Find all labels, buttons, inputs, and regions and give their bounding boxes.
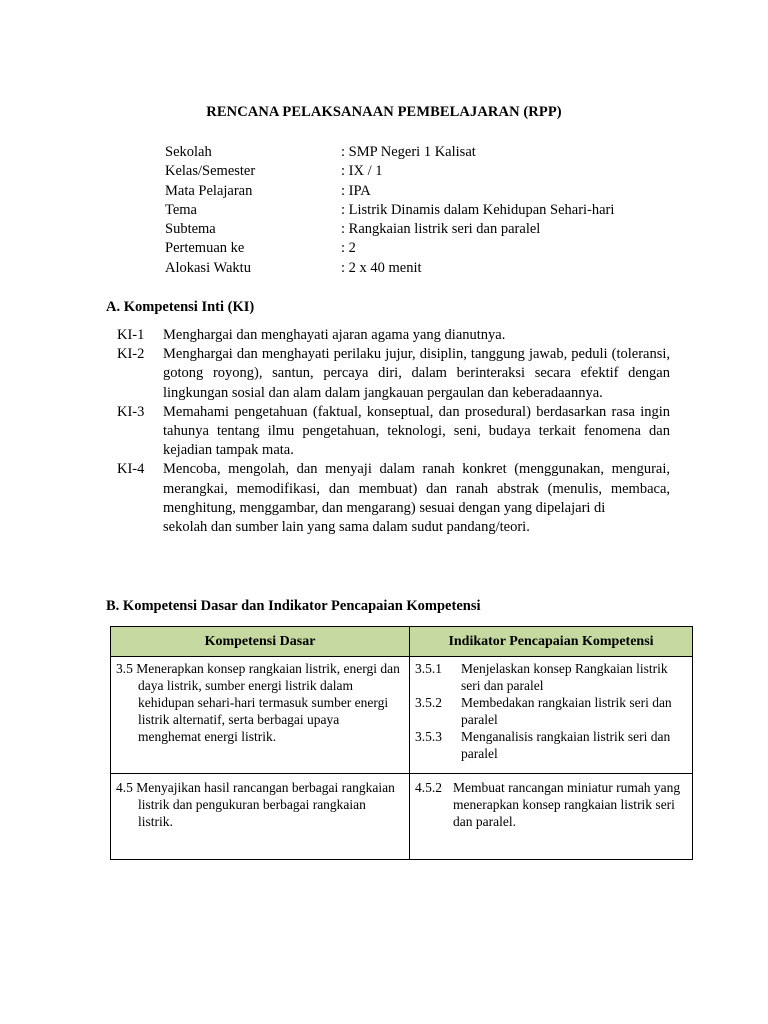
ki-text: Menghargai dan menghayati perilaku jujur, disiplin, tanggung jawab, peduli (toleransi, gotong royong), santun, percaya diri, dalam berinteraksi secara efektif dengan lingkungan sosial dan alam dalam jangkauan pergaulan dan keberadaannya. [163, 346, 670, 401]
ki-code: KI-4 [117, 461, 145, 478]
document-title: RENCANA PELAKSANAAN PEMBELAJARAN (RPP) [206, 104, 562, 120]
kd-text: 4.5 Menyajikan hasil rancangan berbagai rangkaian listrik dan pengukuran berbagai rangkaian listrik. [116, 780, 395, 829]
info-row-mapel [165, 182, 614, 201]
section-a-heading: A. Kompetensi Inti (KI) [106, 299, 255, 315]
header-kompetensi-dasar: Kompetensi Dasar [111, 627, 410, 657]
indicator-text: Menjelaskan konsep Rangkaian listrik seri dan paralel [461, 661, 668, 693]
indicator-number: 3.5.2 [415, 695, 442, 710]
indicator-cell [410, 774, 693, 860]
ki-text: Memahami pengetahuan (faktual, konseptual, dan prosedural) berdasarkan rasa ingin tahunya tentang ilmu pengetahuan, teknologi, seni, budaya terkait fenomena dan kejadian tampak mata. [163, 403, 670, 459]
competency-table [110, 626, 693, 860]
ki-item [117, 403, 670, 461]
ki-code: KI-2 [117, 346, 145, 363]
info-row-tema [165, 201, 614, 220]
info-value: : IX / 1 [341, 163, 383, 180]
info-label: Sekolah [165, 144, 212, 160]
ki-item [117, 460, 670, 518]
info-label: Kelas/Semester [165, 163, 256, 180]
info-value: : SMP Negeri 1 Kalisat [341, 144, 476, 160]
kd-cell [111, 657, 410, 774]
info-row-subtema [165, 220, 614, 239]
ki-code: KI-1 [117, 327, 145, 343]
info-value: : Listrik Dinamis dalam Kehidupan Sehari-hari [341, 201, 615, 218]
ki-item [117, 326, 670, 345]
table-header-row [111, 627, 693, 657]
indicator-cell [410, 657, 693, 774]
indicator-text: Menganalisis rangkaian listrik seri dan paralel [461, 729, 671, 761]
header-indikator: Indikator Pencapaian Kompetensi [410, 627, 693, 657]
ki-text: Mencoba, mengolah, dan menyaji dalam ranah konkret (menggunakan, mengurai, merangkai, memodifikasi, dan membuat) dan ranah abstrak (menulis, membaca, menghitung, menggambar, dan mengarang) sesuai dengan yang dipelajari di [163, 461, 670, 516]
info-value: : 2 x 40 menit [341, 259, 422, 276]
indicator-text: Membedakan rangkaian listrik seri dan paralel [461, 695, 672, 727]
info-value: : 2 [341, 240, 356, 257]
ki-list [117, 326, 670, 537]
info-value: : IPA [341, 182, 371, 199]
info-label: Subtema [165, 221, 216, 238]
table-row [111, 657, 693, 774]
info-label: Mata Pelajaran [165, 182, 253, 199]
indicator-item [415, 728, 687, 762]
table-row [111, 774, 693, 860]
indicator-item [415, 660, 687, 694]
kd-cell [111, 774, 410, 860]
section-b-heading: B. Kompetensi Dasar dan Indikator Pencapaian Kompetensi [106, 598, 481, 614]
info-label: Alokasi Waktu [165, 259, 251, 276]
info-label: Pertemuan ke [165, 240, 245, 257]
kd-text: 3.5 Menerapkan konsep rangkaian listrik, energi dan daya listrik, sumber energi listrik dalam kehidupan sehari-hari termasuk sumber energi listrik alternatif, serta berbagai upaya menghemat energi listrik. [116, 661, 400, 744]
ki-item [117, 345, 670, 403]
info-label: Tema [165, 201, 197, 218]
info-row-pertemuan [165, 239, 614, 258]
indicator-number: 3.5.1 [415, 661, 442, 676]
ki-text: Menghargai dan menghayati ajaran agama yang dianutnya. [163, 327, 506, 343]
ki-text-continuation: sekolah dan sumber lain yang sama dalam sudut pandang/teori. [163, 519, 530, 536]
indicator-text: Membuat rancangan miniatur rumah yang menerapkan konsep rangkaian listrik seri dan paralel. [453, 780, 681, 829]
info-row-sekolah [165, 143, 614, 162]
identity-block [165, 143, 614, 278]
indicator-number: 3.5.3 [415, 729, 442, 744]
info-row-kelas [165, 162, 614, 181]
indicator-item [415, 779, 687, 830]
indicator-number: 4.5.2 [415, 780, 442, 795]
ki-code: KI-3 [117, 403, 145, 420]
indicator-item [415, 694, 687, 728]
info-value: : Rangkaian listrik seri dan paralel [341, 221, 541, 238]
info-row-alokasi [165, 259, 614, 278]
